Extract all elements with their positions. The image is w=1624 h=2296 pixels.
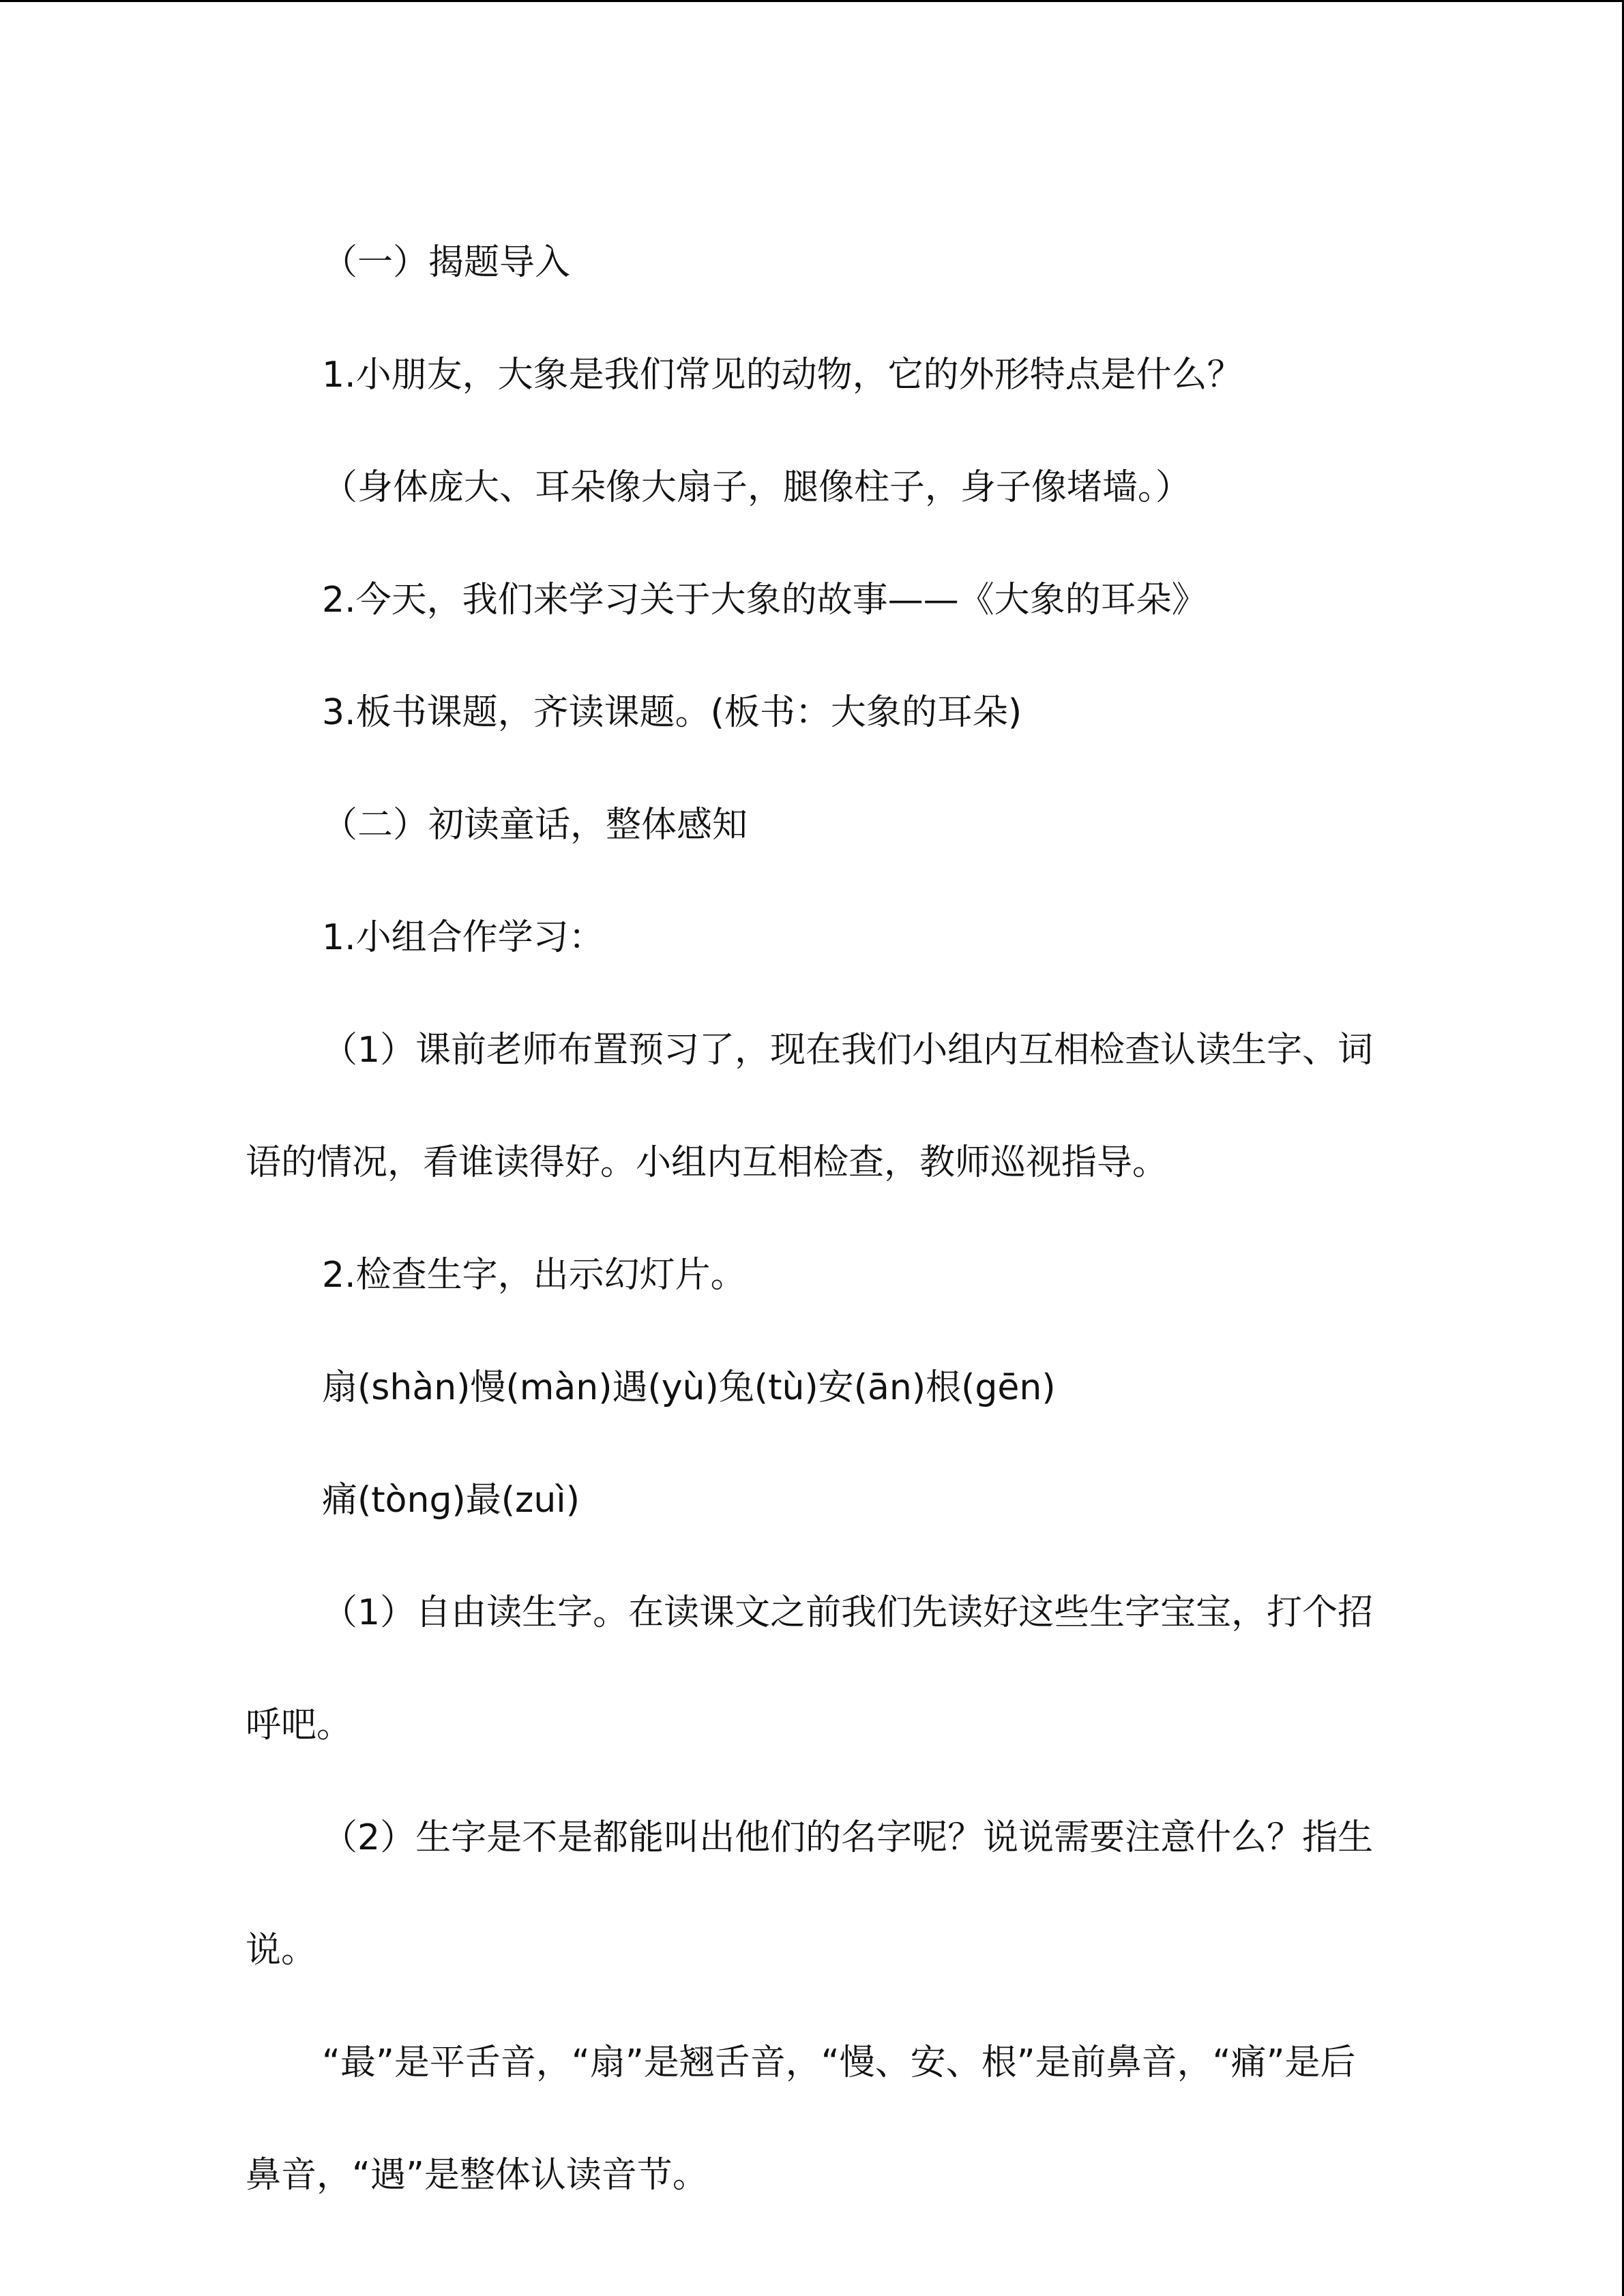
paragraph-check-characters: 2.检查生字，出示幻灯片。 <box>322 1255 746 1296</box>
paragraph-group-study: 1.小组合作学习： <box>322 917 604 958</box>
paragraph-pronunciation-notes: “最”是平舌音，“扇”是翘舌音，“慢、安、根”是前鼻音，“痛”是后鼻音，“遇”是整体认读音节。 <box>246 2042 1356 2196</box>
document-body <box>246 207 1378 2232</box>
paragraph-step-3: 3.板书课题，齐读课题。(板书：大象的耳朵) <box>322 692 1022 733</box>
paragraph-answer-1: （身体庞大、耳朵像大扇子，腿像柱子，身子像堵墙。） <box>322 467 1192 508</box>
section-heading-2: （二）初读童话，整体感知 <box>322 805 748 846</box>
paragraph-preview-check: （1）课前老师布置预习了，现在我们小组内互相检查认读生字、词语的情况，看谁读得好。小组内互相检查，教师巡视指导。 <box>246 1030 1374 1183</box>
paragraph-question-1: 1.小朋友，大象是我们常见的动物，它的外形特点是什么？ <box>322 355 1243 396</box>
paragraph-pinyin-line-2: 痛(tònɡ)最(zuì) <box>322 1480 580 1521</box>
paragraph-free-reading: （1）自由读生字。在读课文之前我们先读好这些生字宝宝，打个招呼吧。 <box>246 1592 1374 1746</box>
paragraph-name-characters: （2）生字是不是都能叫出他们的名字呢？说说需要注意什么？指生说。 <box>246 1817 1374 1971</box>
paragraph-pinyin-line-1: 扇(shàn)慢(màn)遇(yù)兔(tù)安(ān)根(gēn) <box>322 1367 1056 1408</box>
paragraph-step-2: 2.今天，我们来学习关于大象的故事——《大象的耳朵》 <box>322 580 1207 621</box>
section-heading-1: （一）揭题导入 <box>322 242 571 283</box>
